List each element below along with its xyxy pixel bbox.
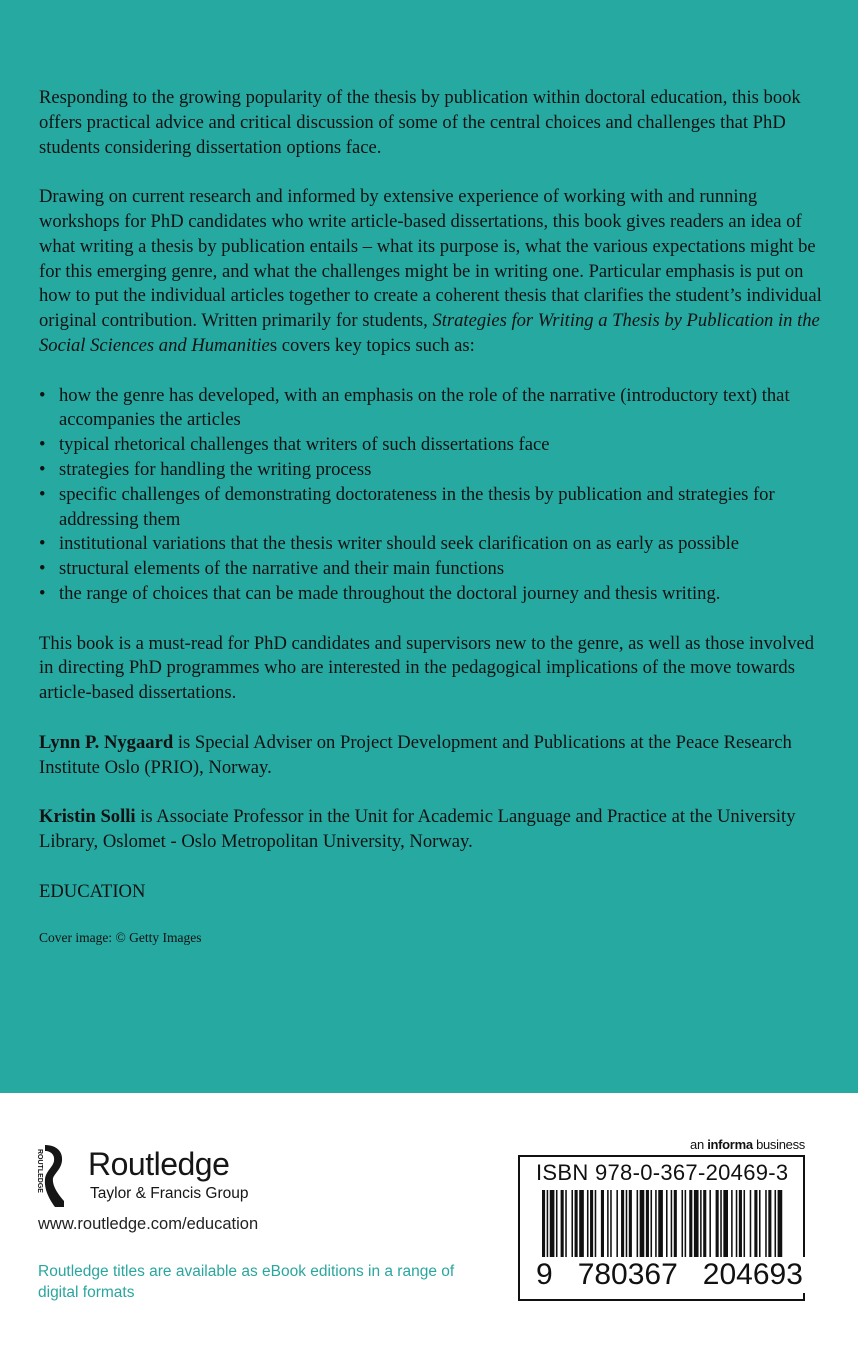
- book-title: Strategies for Writing a Thesis by Publication in the Social Sciences and Humanitie: [39, 310, 820, 356]
- list-item-text: specific challenges of demonstrating doctorateness in the thesis by publication and strategies for addressing them: [59, 483, 775, 530]
- ebook-note: Routledge titles are available as eBook editions in a range of digital formats: [38, 1263, 455, 1301]
- bullet: •: [39, 533, 46, 555]
- list-item-text: how the genre has developed, with an emphasis on the role of the narrative (introductory text) that accompanies the articles: [59, 384, 790, 431]
- bullet: •: [39, 384, 46, 406]
- author-bio-text: is Special Adviser on Project Development and Publications at the Peace Research Institute Oslo (PRIO), Norway.: [39, 731, 792, 778]
- author-bio: [39, 805, 829, 855]
- publisher-name: Routledge: [88, 1146, 230, 1182]
- isbn-label: ISBN 978-0-367-20469-3: [536, 1160, 789, 1185]
- author-name: Kristin Solli: [39, 806, 136, 828]
- blurb-body: [39, 185, 829, 359]
- blurb-intro: Responding to the growing popularity of the thesis by publication within doctoral education, this book offers practical advice and critical discussion of some of the central choices and challenges that PhD students considering dissertation options face.: [39, 87, 801, 158]
- barcode-digits: 9 780367 204693: [536, 1258, 803, 1291]
- isbn-barcode: [518, 1155, 805, 1301]
- list-item: [39, 532, 829, 557]
- list-item: [39, 557, 829, 582]
- list-item-text: institutional variations that the thesis writer should seek clarification on as early as possible: [59, 533, 740, 555]
- list-item-text: structural elements of the narrative and their main functions: [59, 558, 505, 580]
- blurb-body-tail: s covers key topics such as:: [269, 334, 475, 356]
- list-item-text: strategies for handling the writing process: [59, 458, 372, 480]
- bullet: •: [39, 483, 46, 505]
- bullet: •: [39, 434, 46, 456]
- list-item: [39, 433, 829, 458]
- list-item: [39, 458, 829, 483]
- author-name: Lynn P. Nygaard: [39, 731, 174, 753]
- bullet: •: [39, 558, 46, 580]
- publisher-group: Taylor & Francis Group: [90, 1185, 249, 1202]
- list-item: [39, 384, 829, 434]
- informa-brand: informa: [707, 1137, 753, 1152]
- informa-prefix: an: [690, 1137, 708, 1152]
- list-item: [39, 483, 829, 533]
- cover-image-credit: Cover image: © Getty Images: [39, 930, 202, 946]
- blurb-closing: This book is a must-read for PhD candidates and supervisors new to the genre, as well as those involved in directing PhD programmes who are interested in the pedagogical implications of the move towards article-based dissertations.: [39, 632, 815, 704]
- author-bio: [39, 731, 829, 781]
- topics-list: [39, 384, 829, 607]
- blurb: [39, 86, 829, 947]
- bullet: •: [39, 582, 46, 604]
- list-item-text: the range of choices that can be made throughout the doctoral journey and thesis writing.: [59, 582, 721, 604]
- list-item: [39, 582, 829, 607]
- bullet: •: [39, 458, 46, 480]
- author-bio-text: is Associate Professor in the Unit for Academic Language and Practice at the University Library, Oslomet - Oslo Metropolitan University, Norway.: [39, 806, 796, 852]
- list-item-text: typical rhetorical challenges that writers of such dissertations face: [59, 434, 550, 456]
- informa-suffix: business: [752, 1137, 805, 1152]
- routledge-logo-icon: [35, 1143, 65, 1209]
- blurb-body-text: Drawing on current research and informed by extensive experience of working with and running workshops for PhD candidates who write article-based dissertations, this book gives readers an idea of what writing a thesis by publication entails – what its purpose is, what the various expectations might be for this emerging genre, and what the challenges might be in writing one. Particular emphasis is put on how to put the individual articles together to create a coherent thesis that clarifies the student’s individual original contribution. Written primarily for students,: [39, 186, 822, 332]
- logo-vertical-text: ROUTLEDGE: [36, 1149, 43, 1193]
- informa-tagline: [690, 1136, 805, 1154]
- publisher-url[interactable]: www.routledge.com/education: [38, 1215, 259, 1233]
- subject-category: EDUCATION: [39, 880, 146, 902]
